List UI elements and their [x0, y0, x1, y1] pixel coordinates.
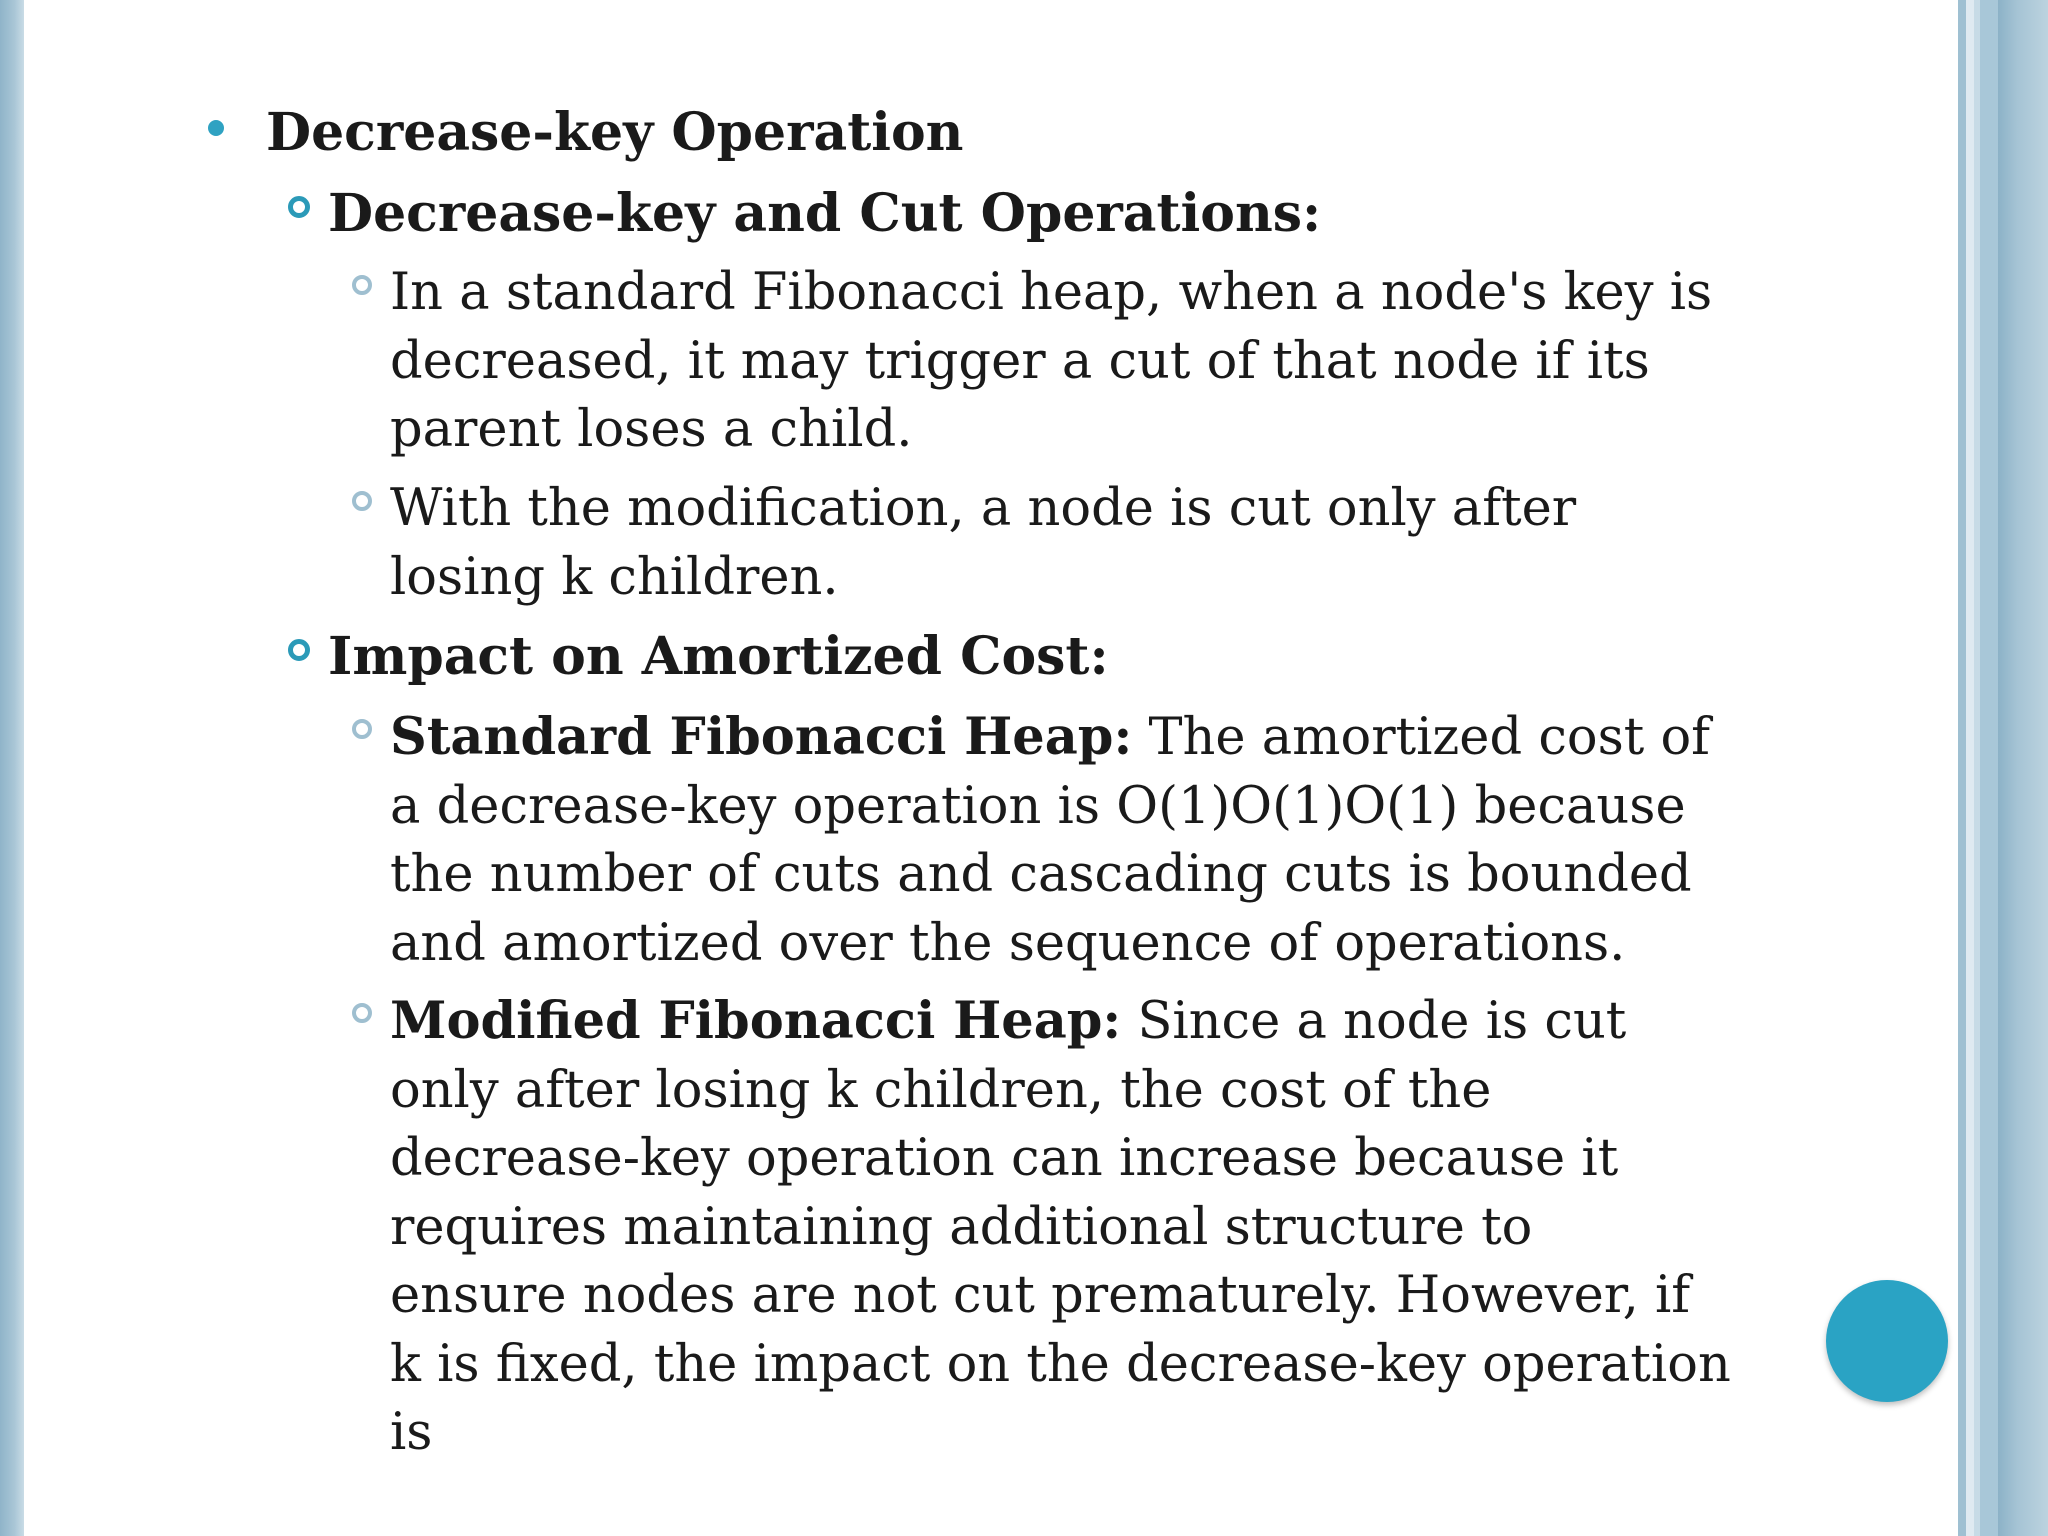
text-line: a decrease-key operation is O(1)O(1)O(1) because	[390, 776, 1686, 836]
bullet-dot-icon	[208, 120, 224, 136]
text-line: requires maintaining additional structure to	[390, 1197, 1533, 1257]
slide-nav-circle-button[interactable]	[1826, 1280, 1948, 1402]
text-line: In a standard Fibonacci heap, when a node's key is	[390, 263, 1713, 322]
section-title: Decrease-key and Cut Operations:	[328, 183, 1322, 244]
text-line: is	[390, 1403, 433, 1462]
text-line: only after losing k children, the cost of the	[390, 1060, 1492, 1120]
list-item-text	[390, 259, 1712, 465]
text-line: decreased, it may trigger a cut of that node if its	[390, 331, 1650, 391]
bullet-ring-icon	[352, 275, 372, 295]
text-line	[390, 987, 1731, 1057]
right-border-bars	[1958, 0, 2048, 1536]
bullet-ring-icon	[288, 639, 310, 661]
heading-row	[208, 100, 963, 166]
bullet-ring-icon	[352, 491, 372, 511]
list-item	[352, 703, 1710, 978]
list-item	[352, 475, 1576, 612]
list-item	[352, 987, 1731, 1468]
right-bar-stripe	[1958, 0, 1966, 1536]
slide-heading: Decrease-key Operation	[266, 102, 964, 163]
text-line: parent loses a child.	[390, 400, 913, 459]
text-fragment: Since a node is cut	[1121, 992, 1627, 1051]
text-line	[390, 703, 1710, 773]
bold-term: Modified Fibonacci Heap:	[390, 991, 1122, 1051]
right-bar-stripe	[1980, 0, 1998, 1536]
text-fragment: The amortized cost of	[1132, 708, 1711, 767]
bullet-ring-icon	[352, 719, 372, 739]
text-line: k is fixed, the impact on the decrease-key operation	[390, 1334, 1731, 1394]
bullet-ring-icon	[288, 196, 310, 218]
list-item-text	[390, 703, 1710, 978]
list-item-text	[390, 987, 1731, 1468]
text-line: and amortized over the sequence of operations.	[390, 913, 1626, 973]
text-line: losing k children.	[390, 547, 839, 607]
right-bar-stripe	[1966, 0, 1974, 1536]
text-line: the number of cuts and cascading cuts is bounded	[390, 845, 1692, 904]
bullet-ring-icon	[352, 1003, 372, 1023]
section-title-row	[288, 624, 1109, 690]
section-title: Impact on Amortized Cost:	[328, 626, 1109, 687]
right-bar-stripe	[1998, 0, 2048, 1536]
text-line: With the modification, a node is cut only after	[390, 479, 1577, 538]
bold-term: Standard Fibonacci Heap:	[390, 707, 1133, 767]
list-item	[352, 259, 1712, 465]
section-title-row	[288, 181, 1321, 247]
text-line: ensure nodes are not cut prematurely. However, if	[390, 1266, 1691, 1325]
text-line: decrease-key operation can increase because it	[390, 1129, 1619, 1188]
list-item-text	[390, 475, 1576, 612]
